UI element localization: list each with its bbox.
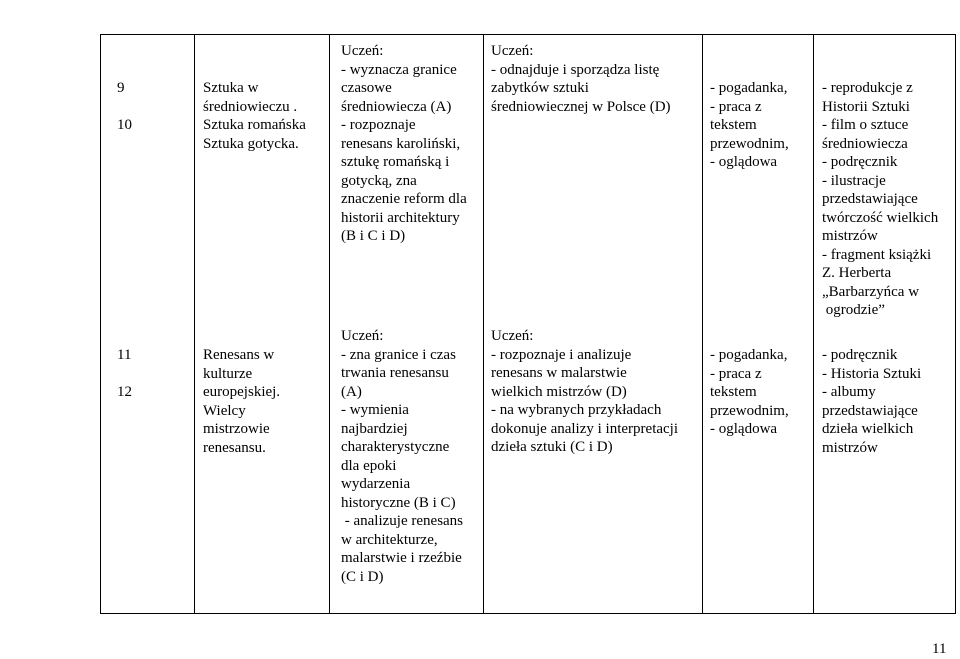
column-divider — [483, 34, 484, 614]
column-divider — [813, 34, 814, 614]
column-divider — [702, 34, 703, 614]
extended-requirements-cell: Uczeń: - odnajduje i sporządza listę zabytków sztuki średniowiecznej w Polsce (D) — [491, 43, 671, 115]
basic-requirements-cell: Uczeń: - wyznacza granice czasowe średniowiecza (A) - rozpoznaje renesans karoliński, sztukę romańską i gotycką, zna znaczenie reform dla historii architektury (B i C i D) — [341, 43, 467, 244]
topic-cell: Renesans w kulturze europejskiej. Wielcy mistrzowie renesansu. — [203, 347, 281, 456]
methods-cell: - pogadanka, - praca z tekstem przewodnim, - oglądowa — [710, 80, 789, 170]
extended-requirements-cell: Uczeń: - rozpoznaje i analizuje renesans w malarstwie wielkich mistrzów (D) - na wybranych przykładach dokonuje analizy i interpretacji dzieła sztuki (C i D) — [491, 328, 679, 455]
basic-requirements-cell: Uczeń: - zna granice i czas trwania renesansu (A) - wymienia najbardziej charakterystyczne dla epoki wydarzenia historyczne (B i C) - analizuje renesans w architekturze, malarstwie i rzeźbie (C i D) — [341, 328, 464, 585]
methods-cell: - pogadanka, - praca z tekstem przewodnim, - oglądowa — [710, 347, 789, 437]
page-number: 11 — [932, 641, 947, 657]
column-divider — [329, 34, 330, 614]
column-divider — [194, 34, 195, 614]
topic-cell: Sztuka w średniowieczu . Sztuka romańska Sztuka gotycka. — [203, 80, 306, 152]
teaching-aids-cell: - reprodukcje z Historii Sztuki - film o sztuce średniowiecza - podręcznik - ilustracje przedstawiające twórczość wielkich mistrzów - fragment książki Z. Herberta „Barbarzyńca w ogrodzie” — [822, 80, 939, 318]
lesson-numbers: 11 12 — [117, 347, 132, 400]
teaching-aids-cell: - podręcznik - Historia Sztuki - albumy przedstawiające dzieła wielkich mistrzów — [822, 347, 922, 456]
lesson-numbers: 9 10 — [117, 80, 132, 133]
